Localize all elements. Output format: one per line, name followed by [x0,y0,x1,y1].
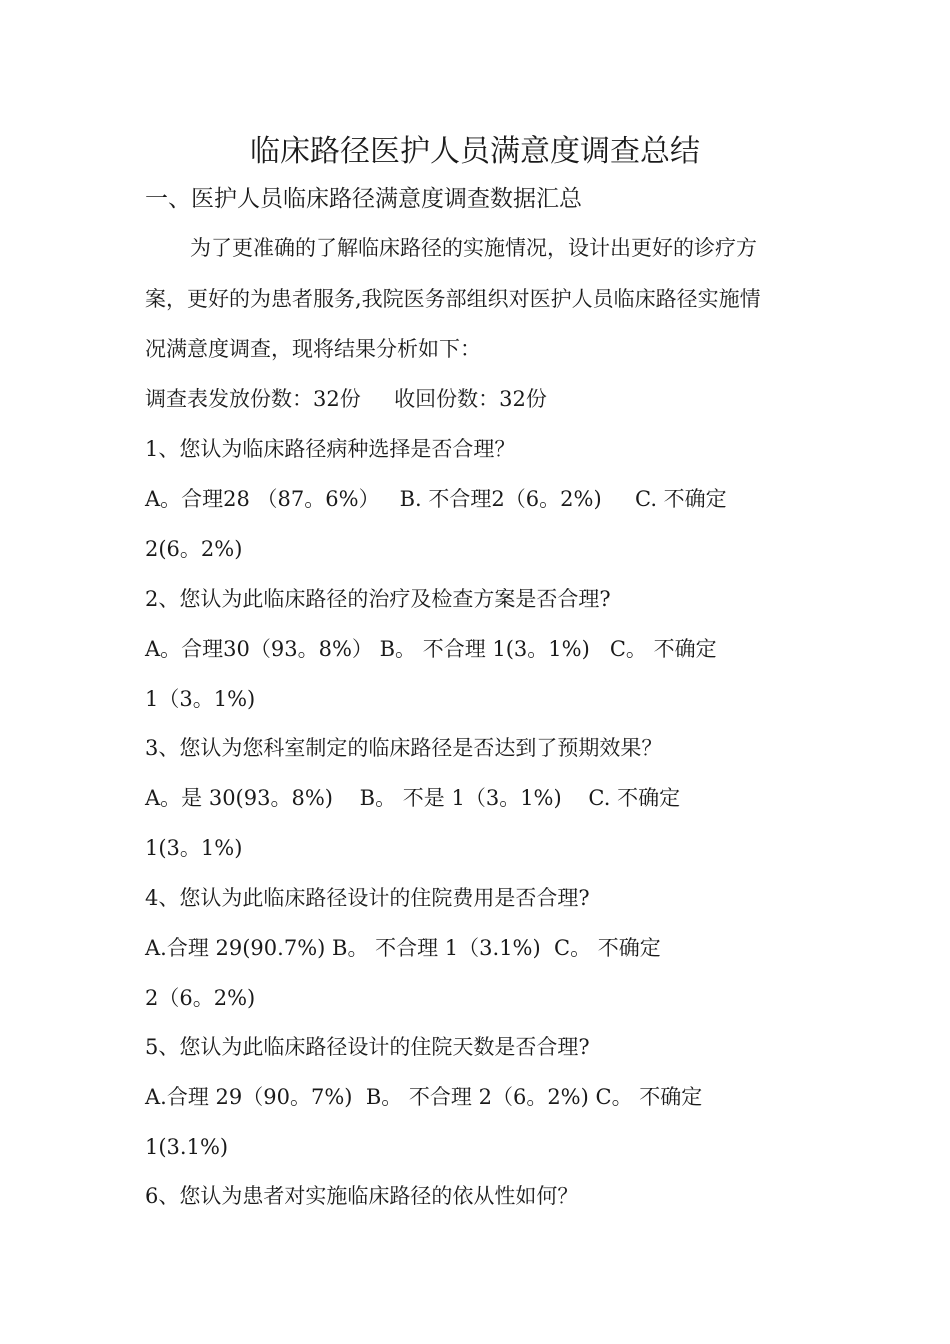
question-2-answers-cont: 1（3。1%) [145,687,256,711]
question-4: 4、您认为此临床路径设计的住院费用是否合理? [145,886,590,910]
question-3-answers: A。是 30(93。8%) B。 不是 1（3。1%) C. 不确定 [145,786,681,810]
question-1: 1、您认为临床路径病种选择是否合理？ [145,437,516,461]
question-1-answers-cont: 2(6。2%) [145,537,243,561]
question-5-answers-cont: 1(3.1%) [145,1135,229,1159]
page-title: 临床路径医护人员满意度调查总结 [250,134,700,169]
question-5: 5、您认为此临床路径设计的住院天数是否合理? [145,1035,590,1059]
question-5-answers: A.合理 29（90。7%) B。 不合理 2（6。2%) C。 不确定 [145,1085,703,1109]
intro-line-2: 案，更好的为患者服务,我院医务部组织对医护人员临床路径实施情 [145,287,761,311]
question-4-answers-cont: 2（6。2%) [145,986,256,1010]
intro-line-1: 为了更准确的了解临床路径的实施情况，设计出更好的诊疗方 [190,236,757,260]
question-2: 2、您认为此临床路径的治疗及检查方案是否合理? [145,587,611,611]
question-3: 3、您认为您科室制定的临床路径是否达到了预期效果？ [145,736,663,760]
question-6: 6、您认为患者对实施临床路径的依从性如何？ [145,1184,579,1208]
question-1-answers: A。合理28 （87。6%） B. 不合理2（6。2%) C. 不确定 [145,487,727,511]
section-heading: 一、医护人员临床路径满意度调查数据汇总 [145,186,582,212]
survey-counts: 调查表发放份数：32份 收回份数：32份 [145,387,547,411]
intro-line-3: 况满意度调查，现将结果分析如下： [145,337,481,361]
question-2-answers: A。合理30（93。8%） B。 不合理 1(3。1%) C。 不确定 [145,637,717,661]
question-3-answers-cont: 1(3。1%) [145,836,243,860]
question-4-answers: A.合理 29(90.7%) B。 不合理 1（3.1%) C。 不确定 [145,936,661,960]
